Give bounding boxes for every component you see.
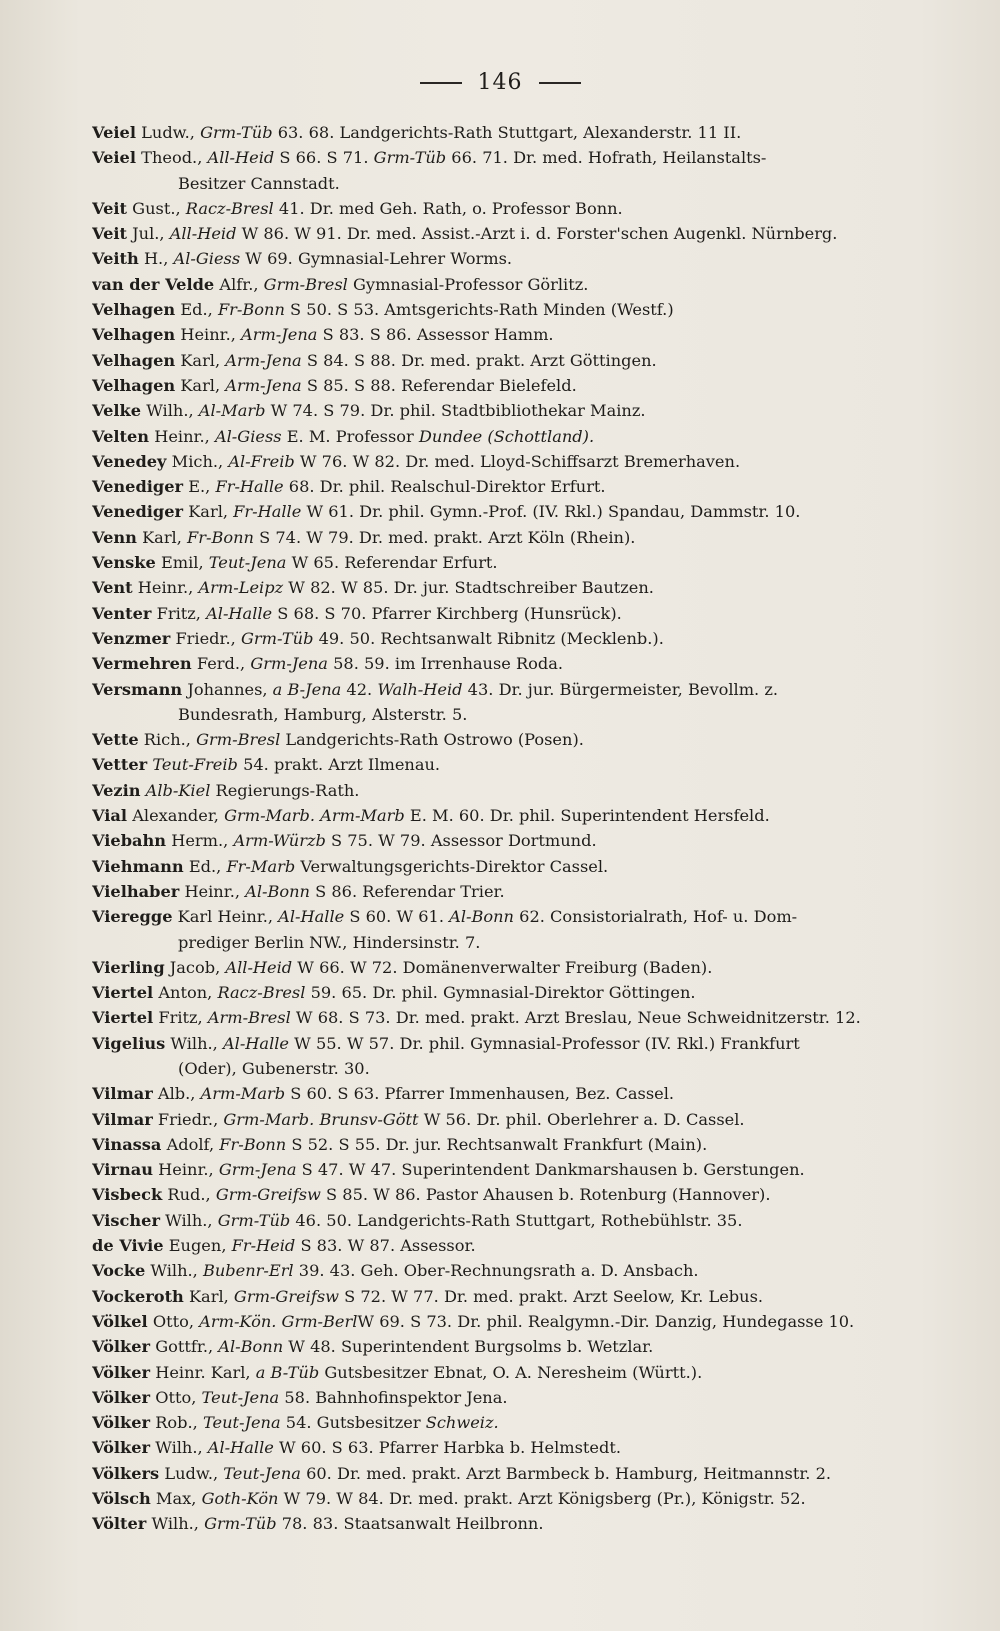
entry-details: Landgerichts-Rath Ostrowo (Posen). [280,730,584,750]
entry-surname: Vial [92,806,128,826]
entry-corps: Fr-Bonn [217,300,285,320]
entry-details: Rob., [155,1413,203,1433]
entry-details: S 50. S 53. Amtsgerichts-Rath Minden (Westf.) [284,300,674,320]
entry-corps: Grm-Marb. Arm-Marb [224,806,405,826]
entry-details: Herm., [171,831,234,851]
entry-corps: Fr-Bonn [219,1134,287,1154]
entry-surname: Vermehren [92,654,192,674]
directory-entry [92,348,950,373]
directory-entry [92,398,950,423]
directory-entry [92,1410,950,1435]
entry-details: W 69. Gymnasial-Lehrer Worms. [240,249,513,269]
entry-details: S 60. S 63. Pfarrer Immenhausen, Bez. Cassel. [285,1084,675,1104]
directory-entry [92,601,950,626]
directory-entry [92,525,950,550]
entry-corps: Bubenr-Erl [202,1261,294,1281]
directory-entry [92,677,950,702]
entry-surname: Venediger [92,502,184,522]
entry-corps: Al-Halle [207,1438,274,1458]
directory-entry [92,1284,950,1309]
entry-corps: Al-Giess [173,249,241,269]
entry-details: 49. 50. Rechtsanwalt Ribnitz (Mecklenb.). [313,628,664,648]
entry-details: S 60. W 61. [344,907,450,927]
entry-details: W 56. Dr. phil. Oberlehrer a. D. Cassel. [418,1109,745,1129]
entry-surname: Viebahn [92,831,167,851]
entry-corps: Al-Bonn [449,907,514,927]
entry-details: 60. Dr. med. prakt. Arzt Barmbeck b. Hamburg, Heitmannstr. 2. [300,1463,832,1483]
entry-details: Fritz, [156,603,207,623]
entry-details: S 66. S 71. [274,148,374,168]
entry-surname: Vetter [92,755,148,775]
entry-details: Ed., [180,300,218,320]
entry-surname: Völker [92,1413,151,1433]
entry-details: Heinr., [184,881,246,901]
entry-corps: Arm-Würzb [233,831,326,851]
entry-corps: Grm-Tüb [200,123,273,142]
entry-details: 46. 50. Landgerichts-Rath Stuttgart, Rothebühlstr. 35. [290,1210,743,1230]
entry-details: H., [143,249,174,269]
entry-details: W 82. W 85. Dr. jur. Stadtschreiber Bautzen. [283,578,654,598]
entry-surname: Völkel [92,1311,148,1331]
entry-surname: Vischer [92,1210,160,1230]
entry-surname: Veiel [92,123,136,142]
entry-corps: Al-Halle [206,603,273,623]
entry-details: 41. Dr. med Geh. Rath, o. Professor Bonn. [273,198,623,218]
entry-continuation [92,1056,950,1081]
directory-entry [92,474,950,499]
entry-details: 54. prakt. Arzt Ilmenau. [237,755,441,775]
entry-details: Alb., [157,1084,201,1104]
directory-entry [92,550,950,575]
entry-details: 58. 59. im Irrenhause Roda. [327,654,564,674]
entry-details: Alexander, [132,806,225,826]
directory-entry [92,373,950,398]
directory-entry [92,854,950,879]
entry-corps: Fr-Halle [215,477,284,497]
directory-entry [92,1435,950,1460]
entry-details: Ludw., [141,123,201,142]
entry-details: W 60. S 63. Pfarrer Harbka b. Helmstedt. [273,1438,622,1458]
entry-details: Gust., [132,198,186,218]
entry-details: S 85. W 86. Pastor Ahausen b. Rotenburg (Hannover). [320,1185,771,1205]
entry-surname: Venedey [92,451,167,471]
entry-corps: Alb-Kiel [145,780,211,800]
directory-entry [92,1360,950,1385]
entry-details: Rich., [143,730,197,750]
entry-details: S 72. W 77. Dr. med. prakt. Arzt Seelow, Kr. Lebus. [339,1286,764,1306]
entry-corps: Al-Halle [222,1033,290,1053]
entry-corps: Al-Marb [198,401,266,421]
entry-surname: Venske [92,553,156,573]
entry-details: S 47. W 47. Superintendent Dankmarshausen b. Gerstungen. [296,1160,805,1180]
directory-entry [92,1005,950,1030]
directory-entry [92,904,950,929]
entry-corps: Grm-Tüb [240,628,314,648]
directory-entry [92,1334,950,1359]
directory-entry [92,980,950,1005]
entry-details: prediger Berlin NW., Hindersinstr. 7. [178,932,481,952]
entry-details: 43. Dr. jur. Bürgermeister, Bevollm. z. [462,679,779,699]
entry-surname: Venter [92,603,152,623]
entry-surname: Veit [92,198,127,218]
directory-entry [92,297,950,322]
entry-details: Gottfr., [155,1337,219,1357]
entry-details: 66. 71. Dr. med. Hofrath, Heilanstalts- [446,148,767,168]
entry-details: S 75. W 79. Assessor Dortmund. [325,831,597,851]
directory-entry [92,1511,950,1536]
entry-corps: Grm-Tüb [204,1514,277,1534]
entry-details: Karl, [188,502,234,522]
entry-details: S 52. S 55. Dr. jur. Rechtsanwalt Frankfurt (Main). [286,1134,708,1154]
entry-corps: Fr-Bonn [187,527,254,547]
entry-surname: Vezin [92,780,141,800]
entry-corps: Arm-Bresl [207,1008,291,1028]
entry-surname: Völker [92,1438,151,1458]
entry-details: Mich., [171,451,229,471]
directory-entry [92,221,950,246]
entry-details: Verwaltungsgerichts-Direktor Cassel. [295,856,609,876]
entry-details: Jacob, [169,957,226,977]
directory-entry [92,1233,950,1258]
entry-details: S 84. S 88. Dr. med. prakt. Arzt Göttingen. [301,350,657,370]
entry-corps: Teut-Jena [223,1463,301,1483]
entry-details: Heinr., [158,1160,219,1180]
directory-entry [92,196,950,221]
entry-surname: Viehmann [92,856,184,876]
entry-surname: Völker [92,1387,151,1407]
entry-details: 58. Bahnhofinspektor Jena. [279,1387,508,1407]
entry-details: Wilh., [170,1033,223,1053]
directory-entry [92,1258,950,1283]
entry-corps: Schweiz. [425,1413,499,1433]
entry-surname: Vierling [92,957,165,977]
entry-surname: Velhagen [92,375,176,395]
entry-surname: Völker [92,1337,151,1357]
entry-surname: Venediger [92,477,184,497]
entry-corps: Grm-Greifsw [215,1185,321,1205]
directory-entry [92,1208,950,1233]
directory-entry [92,752,950,777]
entry-details: Otto, [155,1387,202,1407]
entry-surname: Velten [92,426,150,446]
entry-details: Alfr., [219,274,264,294]
entry-details: W 55. W 57. Dr. phil. Gymnasial-Professor (IV. Rkl.) Frankfurt [289,1033,800,1053]
entry-surname: Völsch [92,1489,151,1509]
entry-surname: Viertel [92,1008,154,1028]
entry-details: S 85. S 88. Referendar Bielefeld. [301,375,577,395]
entry-corps: Arm-Leipz [198,578,284,598]
entry-details: Rud., [167,1185,216,1205]
entry-details: S 86. Referendar Trier. [309,881,505,901]
entry-surname: Velhagen [92,300,176,320]
entry-details: W 68. S 73. Dr. med. prakt. Arzt Breslau, Neue Schweidnitzerstr. 12. [290,1008,861,1028]
entry-details: E., [188,477,216,497]
entry-details: Wilh., [150,1261,203,1281]
entry-details: Fritz, [158,1008,208,1028]
entry-corps: Grm-Greifsw [233,1286,339,1306]
directory-entry [92,424,950,449]
entry-details: Besitzer Cannstadt. [178,173,340,193]
directory-entry [92,828,950,853]
directory-entry [92,1132,950,1157]
directory-entry [92,1461,950,1486]
entry-details: S 83. S 86. Assessor Hamm. [317,325,554,345]
entry-details: Wilh., [155,1438,208,1458]
entry-corps: Al-Freib [228,451,295,471]
entry-details: Friedr., [157,1109,224,1129]
entry-surname: Velke [92,401,142,421]
entry-surname: Viertel [92,983,154,1003]
entry-corps: Grm-Bresl [263,274,348,294]
entry-continuation [92,930,950,955]
entry-surname: Vilmar [92,1084,153,1104]
entry-corps: All-Heid [169,224,237,244]
directory-entry [92,145,950,170]
entry-corps: Arm-Jena [225,375,302,395]
entry-details: Adolf, [166,1134,220,1154]
entry-surname: de Vivie [92,1236,164,1256]
entry-surname: Vinassa [92,1134,162,1154]
directory-entry [92,955,950,980]
entry-details: 68. Dr. phil. Realschul-Direktor Erfurt. [283,477,606,497]
entry-details: S 74. W 79. Dr. med. prakt. Arzt Köln (Rhein). [253,527,636,547]
entry-details: E. M. Professor [281,426,419,446]
entry-corps: Grm-Tüb [217,1210,291,1230]
entry-details: 78. 83. Staatsanwalt Heilbronn. [276,1514,544,1534]
directory-entry [92,322,950,347]
entry-details: Jul., [132,224,170,244]
directory-entry [92,449,950,474]
entry-details: S 68. S 70. Pfarrer Kirchberg (Hunsrück). [272,603,622,623]
entry-surname: Vieregge [92,907,173,927]
entry-details: W 66. W 72. Domänenverwalter Freiburg (Baden). [292,957,713,977]
entry-details: 42. [341,679,378,699]
entry-details: 39. 43. Geh. Ober-Rechnungsrath a. D. Ansbach. [293,1261,699,1281]
entry-details: Heinr., [154,426,215,446]
entry-details: S 83. W 87. Assessor. [295,1236,476,1256]
entry-details: W 76. W 82. Dr. med. Lloyd-Schiffsarzt Bremerhaven. [294,451,741,471]
entry-surname: Vocke [92,1261,146,1281]
entry-continuation [92,171,950,196]
directory-entry [92,1157,950,1182]
directory-entry [92,626,950,651]
entry-details: Heinr., [180,325,242,345]
entry-corps: Grm-Jena [250,654,328,674]
entry-details: Bundesrath, Hamburg, Alsterstr. 5. [178,704,468,724]
entry-details: W 48. Superintendent Burgsolms b. Wetzlar. [283,1337,654,1357]
entry-corps: a B-Tüb [255,1362,320,1382]
entry-surname: Venzmer [92,628,171,648]
header-dash-right [539,82,581,84]
entry-corps: Arm-Jena [241,325,318,345]
entry-details: Heinr., [137,578,199,598]
entry-details: Max, [155,1489,202,1509]
entry-surname: Völkers [92,1463,160,1483]
entry-corps: Arm-Marb [200,1084,286,1104]
entry-corps: Teut-Jena [201,1387,280,1407]
directory-entry [92,727,950,752]
directory-entry [92,879,950,904]
entry-details: W 69. S 73. Dr. phil. Realgymn.-Dir. Danzig, Hundegasse 10. [357,1311,855,1331]
entry-corps: Al-Halle [278,907,345,927]
entry-details: 54. Gutsbesitzer [280,1413,426,1433]
entry-details: 62. Consistorialrath, Hof- u. Dom- [514,907,798,927]
directory-entry [92,1385,950,1410]
entry-surname: Veith [92,249,139,269]
entry-corps: Teut-Freib [152,755,238,775]
entry-corps: Racz-Bresl [217,983,306,1003]
entry-corps: Fr-Halle [233,502,302,522]
entry-corps: a B-Jena [272,679,342,699]
entry-details: Karl, [180,350,226,370]
entry-corps: Teut-Jena [202,1413,281,1433]
entry-details: W 86. W 91. Dr. med. Assist.-Arzt i. d. Forster'schen Augenkl. Nürnberg. [236,224,838,244]
entry-details: Wilh., [151,1514,205,1534]
entry-details: W 65. Referendar Erfurt. [286,553,498,573]
entry-details: Gutsbesitzer Ebnat, O. A. Neresheim (Württ.). [319,1362,703,1382]
entry-details: 63. 68. Landgerichts-Rath Stuttgart, Alexanderstr. 11 II. [272,123,742,142]
entry-surname: Velhagen [92,325,176,345]
entry-details: W 61. Dr. phil. Gymn.-Prof. (IV. Rkl.) Spandau, Dammstr. 10. [301,502,801,522]
entry-corps: Grm-Bresl [196,730,281,750]
entry-details: Karl, [188,1286,234,1306]
entry-details: Anton, [158,983,218,1003]
directory-entry [92,499,950,524]
entry-details: Emil, [160,553,209,573]
entry-continuation [92,702,950,727]
entry-surname: Velhagen [92,350,176,370]
entry-surname: Visbeck [92,1185,163,1205]
entry-corps: Al-Bonn [218,1337,284,1357]
entry-corps: Racz-Bresl [185,198,274,218]
header-dash-left [420,82,462,84]
entry-details: Karl, [142,527,188,547]
entry-corps: Al-Giess [214,426,282,446]
entry-surname: Vent [92,578,133,598]
entry-surname: Völker [92,1362,151,1382]
entry-details: 59. 65. Dr. phil. Gymnasial-Direktor Göttingen. [305,983,696,1003]
entry-corps: Grm-Marb. Brunsv-Gött [223,1109,419,1129]
entry-corps: All-Heid [225,957,293,977]
entry-details: Karl Heinr., [177,907,279,927]
entry-surname: Vette [92,730,139,750]
directory-entry [92,778,950,803]
entry-details: (Oder), Gubenerstr. 30. [178,1058,370,1078]
directory-entry [92,1182,950,1207]
entry-surname: Vilmar [92,1109,153,1129]
entry-details: Gymnasial-Professor Görlitz. [347,274,589,294]
entry-details: Johannes, [187,679,273,699]
entry-details: Heinr. Karl, [155,1362,256,1382]
entry-details: Ed., [188,856,227,876]
entry-details: Wilh., [146,401,199,421]
entry-corps: Al-Bonn [245,881,310,901]
directory-entry [92,575,950,600]
entry-surname: Vigelius [92,1033,166,1053]
entry-details: Otto, [152,1311,200,1331]
entry-corps: Fr-Marb [226,856,296,876]
entry-surname: Versmann [92,679,183,699]
entry-corps: Dundee (Schottland). [418,426,595,446]
directory-entry [92,246,950,271]
entry-details: Karl, [180,375,226,395]
page-header [0,70,1000,95]
entry-corps: Arm-Jena [225,350,302,370]
page-number: 146 [477,70,523,95]
entry-surname: van der Velde [92,274,215,294]
directory-entry [92,120,950,145]
directory-entry [92,803,950,828]
directory-entry [92,1107,950,1132]
entry-corps: Grm-Jena [218,1160,297,1180]
entry-details: W 74. S 79. Dr. phil. Stadtbibliothekar Mainz. [265,401,646,421]
directory-entry [92,272,950,297]
entry-surname: Veit [92,224,127,244]
entry-details: Wilh., [165,1210,218,1230]
directory-entry [92,1081,950,1106]
entry-details: Eugen, [168,1236,232,1256]
directory-entry [92,1486,950,1511]
entry-details: Regierungs-Rath. [210,780,360,800]
entry-details: Ludw., [164,1463,224,1483]
entry-details: Theod., [141,148,208,168]
directory-entry [92,1309,950,1334]
entry-corps: Grm-Tüb [373,148,447,168]
entry-corps: Arm-Kön. Grm-Berl [199,1311,358,1331]
entry-details: W 79. W 84. Dr. med. prakt. Arzt Königsberg (Pr.), Königstr. 52. [278,1489,806,1509]
entry-surname: Virnau [92,1160,153,1180]
entry-corps: Teut-Jena [208,553,287,573]
entry-corps: All-Heid [207,148,275,168]
entry-surname: Venn [92,527,137,547]
entry-surname: Vielhaber [92,881,180,901]
entry-details: Ferd., [196,654,251,674]
entry-corps: Fr-Heid [231,1236,296,1256]
entry-surname: Vockeroth [92,1286,184,1306]
directory-entries [92,120,950,1537]
entry-surname: Völter [92,1514,147,1534]
entry-corps: Goth-Kön [201,1489,279,1509]
entry-details: E. M. 60. Dr. phil. Superintendent Hersfeld. [404,806,770,826]
entry-corps: Walh-Heid [377,679,463,699]
entry-surname: Veiel [92,148,136,168]
directory-entry [92,651,950,676]
directory-entry [92,1031,950,1056]
entry-details: Friedr., [175,628,241,648]
